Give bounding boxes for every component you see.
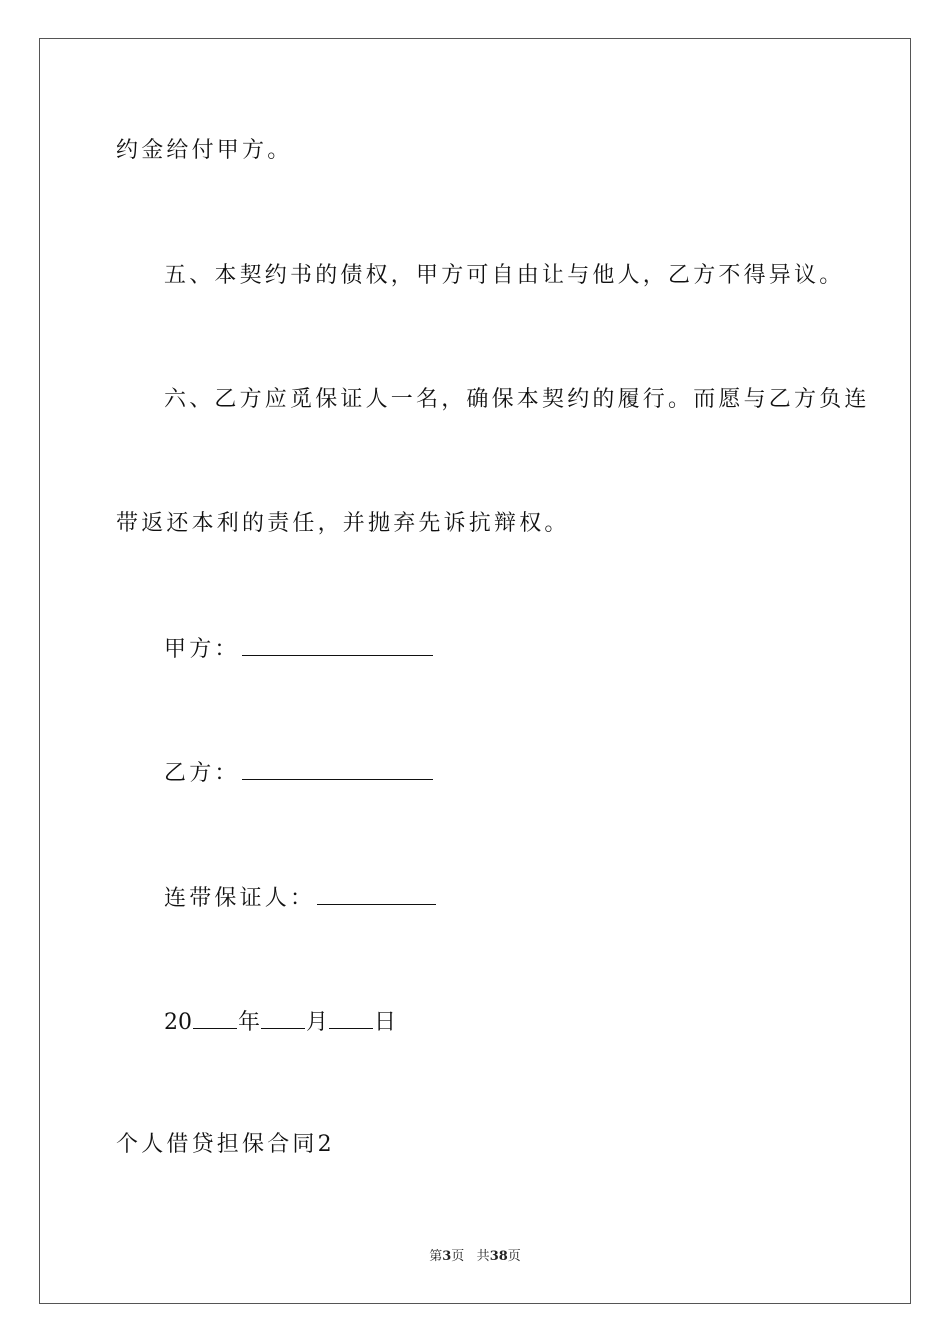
guarantor-label: 连带保证人： <box>164 886 316 911</box>
total-suffix: 页 <box>507 1249 521 1264</box>
page-total: 38 <box>489 1249 508 1264</box>
party-b-signature <box>164 757 433 789</box>
clause-six: 六、乙方应觅保证人一名，确保本契约的履行。而愿与乙方负连 <box>164 387 870 412</box>
page-current: 3 <box>442 1249 452 1264</box>
year-blank <box>193 1006 237 1029</box>
party-b-blank <box>242 757 433 780</box>
month-blank <box>261 1006 305 1029</box>
date-line <box>164 1006 396 1038</box>
date-day-label: 日 <box>374 1010 397 1035</box>
total-prefix: 共 <box>476 1249 490 1264</box>
page-mid: 页 <box>451 1249 465 1264</box>
party-a-signature <box>164 633 433 665</box>
paragraph-line: 约金给付甲方。 <box>116 138 293 163</box>
page-border <box>39 38 911 1304</box>
page-prefix: 第 <box>429 1249 443 1264</box>
party-a-blank <box>242 633 433 656</box>
day-blank <box>329 1006 373 1029</box>
date-month-label: 月 <box>306 1010 329 1035</box>
party-a-label: 甲方： <box>164 637 240 662</box>
clause-six-continued: 带返还本利的责任，并抛弃先诉抗辩权。 <box>116 511 570 536</box>
section-title: 个人借贷担保合同2 <box>116 1132 335 1157</box>
clause-five: 五、本契约书的债权，甲方可自由让与他人，乙方不得异议。 <box>164 263 845 288</box>
guarantor-blank <box>317 882 436 905</box>
guarantor-signature <box>164 882 436 914</box>
date-year-label: 年 <box>238 1010 261 1035</box>
page-footer <box>0 1248 950 1266</box>
date-prefix: 20 <box>164 1010 192 1035</box>
party-b-label: 乙方： <box>164 761 240 786</box>
